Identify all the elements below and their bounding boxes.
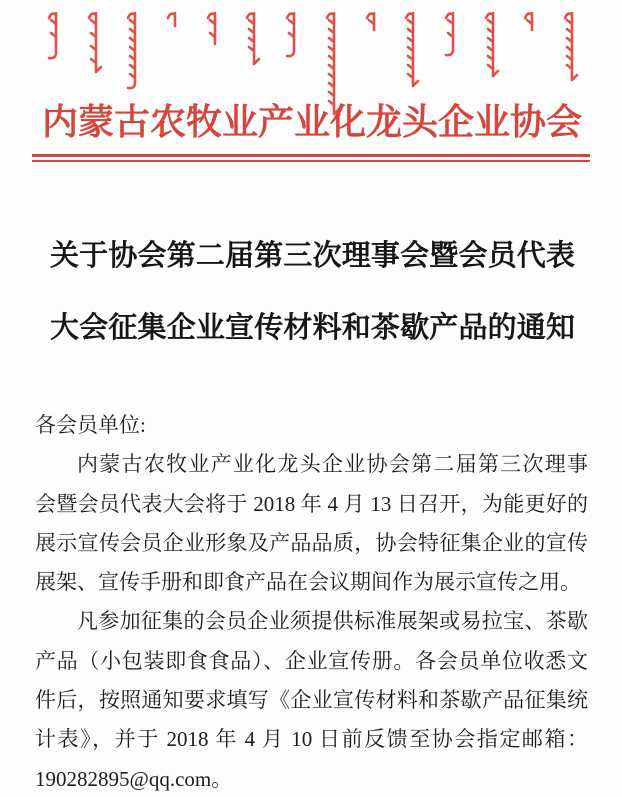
- mongolian-word: [244, 10, 260, 68]
- mongolian-word: [483, 10, 499, 80]
- body-line: 内蒙古农牧业产业化龙头企业协会第二届第三次理事: [77, 452, 588, 477]
- body-line: 会暨会员代表大会将于 2018 年 4 月 13 日召开，为能更好的: [35, 491, 588, 516]
- mongolian-word: [522, 10, 538, 34]
- mongolian-script-row: [46, 10, 578, 94]
- notice-title-line1: 关于协会第二届第三次理事会暨会员代表: [50, 240, 575, 272]
- letterhead: [0, 10, 622, 162]
- mongolian-word: [284, 10, 300, 56]
- mongolian-word: [86, 10, 102, 76]
- notice-title-line2: 大会征集企业宣传材料和茶歇产品的通知: [50, 312, 575, 344]
- body-line: 计表》，并于 2018 年 4 月 10 日前反馈至协会指定邮箱：: [35, 727, 588, 752]
- salutation-line: 各会员单位:: [35, 413, 146, 437]
- mongolian-word: [562, 10, 578, 84]
- body-line: 展示宣传会员企业形象及产品品质，协会特征集企业的宣传: [35, 530, 588, 555]
- mongolian-word: [46, 10, 62, 58]
- body-line: 展架、宣传手册和即食产品在会议期间作为展示宣传之用。: [35, 570, 581, 595]
- mongolian-word: [443, 10, 459, 55]
- body-line: 产品（小包装即食食品）、企业宣传册。各会员单位收悉文: [35, 648, 588, 673]
- email-line: 190282895@qq.com。: [35, 766, 233, 791]
- mongolian-word: [125, 10, 141, 88]
- body-line: 凡参加征集的会员企业须提供标准展架或易拉宝、茶歇: [77, 609, 588, 634]
- org-name-chinese: 内蒙古农牧业产业化龙头企业协会: [42, 102, 583, 142]
- letterhead-divider: [32, 154, 590, 162]
- body-line: 件后，按照通知要求填写《企业宣传材料和茶歇产品征集统: [35, 688, 588, 713]
- mongolian-word: [205, 10, 221, 48]
- mongolian-word: [403, 10, 419, 90]
- notice-body: [35, 406, 588, 797]
- mongolian-word: [165, 10, 181, 30]
- notice-title: [50, 236, 575, 348]
- mongolian-word: [364, 10, 380, 34]
